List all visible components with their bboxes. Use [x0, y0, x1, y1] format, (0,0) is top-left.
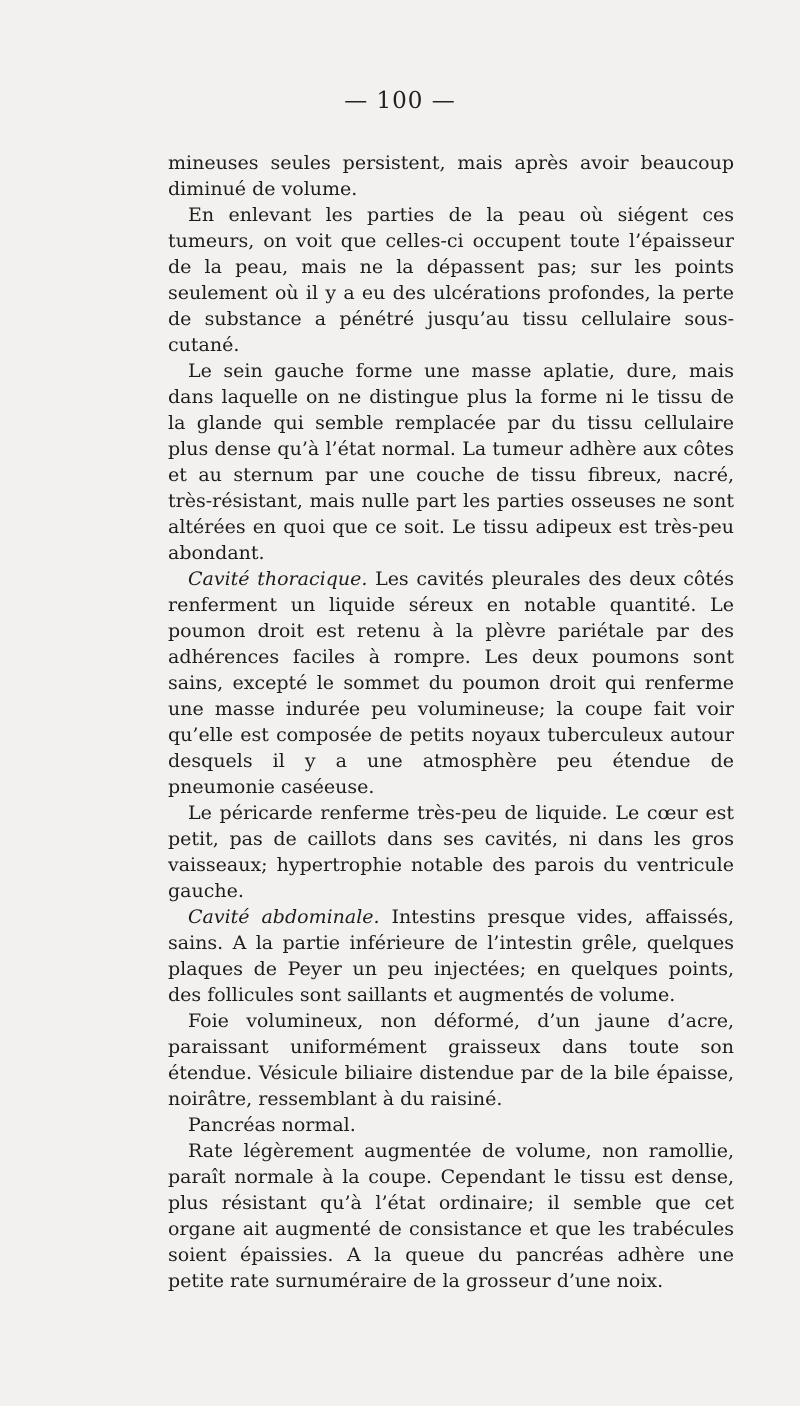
- paragraph: [168, 904, 734, 1008]
- paragraph: [168, 566, 734, 800]
- paragraph: [168, 1138, 734, 1294]
- paragraph-text: Le sein gauche forme une masse aplatie, dure, mais dans laquelle on ne distingue plus la forme ni le tissu de la glande qui semble remplacée par du tissu cellulaire plus dense qu’à l’état normal. La tumeur adhère aux côtes et au sternum par une couche de tissu fibreux, nacré, très-résistant, mais nulle part les parties osseuses ne sont altérées en quoi que ce soit. Le tissu adipeux est très-peu abondant.: [168, 360, 734, 564]
- section-heading: Cavité thoracique.: [188, 568, 368, 590]
- paragraph-text: Intestins presque vides, affaissés, sains. A la partie inférieure de l’intestin grêle, quelques plaques de Peyer un peu injectées; en quelques points, des follicules sont saillants et augmentés de volume.: [168, 906, 734, 1006]
- paragraph-text: Foie volumineux, non déformé, d’un jaune d’acre, paraissant uniformément graisseux dans toute son étendue. Vésicule biliaire distendue par de la bile épaisse, noirâtre, ressemblant à du raisiné.: [168, 1010, 734, 1110]
- body-text: [168, 150, 734, 1294]
- paragraph-text: mineuses seules persistent, mais après avoir beaucoup diminué de volume.: [168, 152, 734, 200]
- paragraph: [168, 1008, 734, 1112]
- paragraph-text: Le péricarde renferme très-peu de liquide. Le cœur est petit, pas de caillots dans ses cavités, ni dans les gros vaisseaux; hypertrophie notable des parois du ventricule gauche.: [168, 802, 734, 902]
- paragraph-continuation: [168, 150, 734, 202]
- paragraph: [168, 1112, 734, 1138]
- paragraph-text: Rate légèrement augmentée de volume, non ramollie, paraît normale à la coupe. Cependant le tissu est dense, plus résistant qu’à l’état ordinaire; il semble que cet organe ait augmenté de consistance et que les trabécules soient épaissies. A la queue du pancréas adhère une petite rate surnuméraire de la grosseur d’une noix.: [168, 1140, 734, 1292]
- paragraph: [168, 358, 734, 566]
- paragraph: [168, 202, 734, 358]
- paragraph-text: Les cavités pleurales des deux côtés renferment un liquide séreux en notable quantité. Le poumon droit est retenu à la plèvre pariétale par des adhérences faciles à rompre. Les deux poumons sont sains, excepté le sommet du poumon droit qui renferme une masse indurée peu volumineuse; la coupe fait voir qu’elle est composée de petits noyaux tuberculeux autour desquels il y a une atmosphère peu étendue de pneumonie caséeuse.: [168, 568, 734, 798]
- paragraph-text: Pancréas normal.: [188, 1114, 356, 1136]
- section-heading: Cavité abdominale.: [188, 906, 380, 928]
- paragraph-text: En enlevant les parties de la peau où siégent ces tumeurs, on voit que celles-ci occupent toute l’épaisseur de la peau, mais ne la dépassent pas; sur les points seulement où il y a eu des ulcérations profondes, la perte de substance a pénétré jusqu’au tissu cellulaire sous-cutané.: [168, 204, 734, 356]
- paragraph: [168, 800, 734, 904]
- page-number: — 100 —: [344, 88, 456, 114]
